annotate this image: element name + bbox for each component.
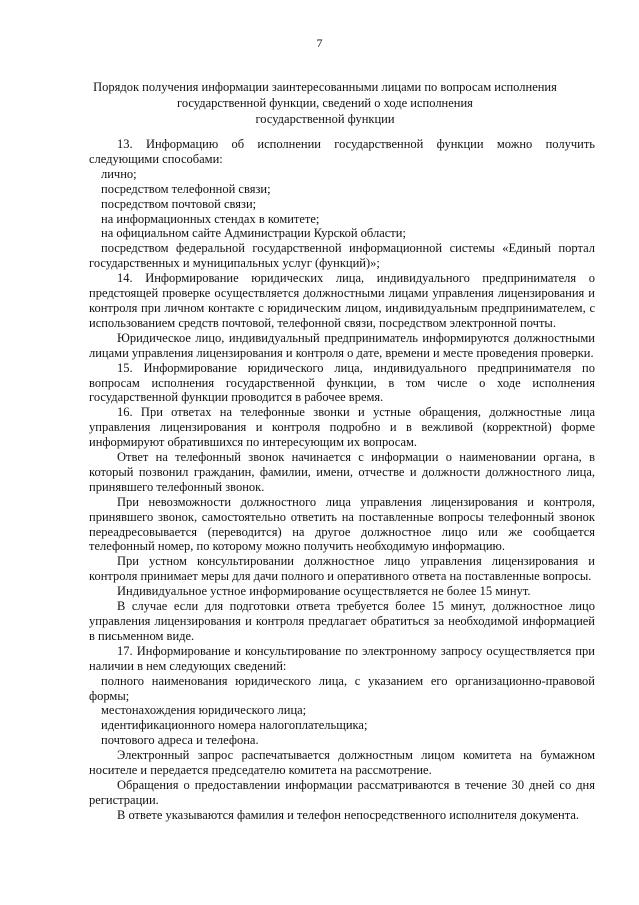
heading-line-1: Порядок получения информации заинтересованными лицами по вопросам исполнения	[93, 80, 557, 94]
paragraph: В случае если для подготовки ответа требуется более 15 минут, должностное лицо управления лицензирования и контроля предлагает обратиться за необходимой информацией в письменном виде.	[89, 599, 595, 643]
paragraph: При невозможности должностного лица управления лицензирования и контроля, принявшего звонок, самостоятельно ответить на поставленные вопросы телефонный звонок переадресовывается (переводится) на другое должностное лицо или же сообщается телефонный номер, по которому можно получить необходимую информацию.	[89, 494, 595, 554]
list-item: посредством телефонной связи;	[101, 181, 271, 196]
list-item: идентификационного номера налогоплательщика;	[101, 718, 368, 733]
heading-line-3: государственной функции	[255, 112, 395, 126]
document-body	[89, 137, 595, 823]
paragraph-14: 14. Информирование юридических лица, индивидуального предпринимателя о предстоящей проверке осуществляется должностными лицами управления лицензирования и контроля при личном контакте с юридическим лицом, индивидуальным предпринимателем, с использованием средств почтовой, телефонной связи, посредством электронной почты.	[89, 271, 595, 330]
page-number: 7	[316, 36, 323, 50]
list-item: посредством федеральной государственной информационной системы «Единый портал государственных и муниципальных услуг (функций)»;	[89, 241, 595, 271]
paragraph: Индивидуальное устное информирование осуществляется не более 15 минут.	[117, 584, 531, 599]
paragraph: В ответе указываются фамилия и телефон непосредственного исполнителя документа.	[117, 807, 580, 822]
paragraph-16: 16. При ответах на телефонные звонки и устные обращения, должностные лица управления лицензирования и контроля подробно и в вежливой (корректной) форме информируют обратившихся по интересующим их вопросам.	[89, 405, 595, 450]
paragraph: Ответ на телефонный звонок начинается с информации о наименовании органа, в который позвонил гражданин, фамилии, имени, отчестве и должности должностного лица, принявшего телефонный звонок.	[89, 450, 595, 494]
section-heading	[70, 79, 580, 127]
paragraph: Обращения о предоставлении информации рассматриваются в течение 30 дней со дня регистрации.	[89, 777, 595, 807]
list-item: на информационных стендах в комитете;	[101, 211, 320, 226]
paragraph-17: 17. Информирование и консультирование по электронному запросу осуществляется при наличии в нем следующих сведений:	[89, 643, 595, 673]
paragraph: Электронный запрос распечатывается должностным лицом комитета на бумажном носителе и передается председателю комитета на рассмотрение.	[89, 748, 595, 778]
heading-line-2: государственной функции, сведений о ходе исполнения	[177, 96, 473, 110]
paragraph-13: 13. Информацию об исполнении государственной функции можно получить следующими способами:	[89, 137, 595, 166]
paragraph: Юридическое лицо, индивидуальный предприниматель информируются должностными лицами управления лицензирования и контроля о дате, времени и месте проведения проверки.	[89, 330, 595, 360]
paragraph-15: 15. Информирование юридического лица, индивидуального предпринимателя по вопросам исполнения государственной функции, в том числе о ходе исполнения государственной функции проводится в рабочее время.	[89, 360, 595, 405]
list-item: посредством почтовой связи;	[101, 196, 257, 211]
list-item: полного наименования юридического лица, с указанием его организационно-правовой формы;	[89, 673, 595, 703]
list-item: лично;	[101, 166, 137, 181]
list-item: местонахождения юридического лица;	[101, 703, 307, 718]
paragraph: При устном консультировании должностное лицо управления лицензирования и контроля принимает меры для дачи полного и оперативного ответа на поставленные вопросы.	[89, 554, 595, 584]
list-item: почтового адреса и телефона.	[101, 733, 259, 748]
list-item: на официальном сайте Администрации Курской области;	[101, 226, 406, 241]
